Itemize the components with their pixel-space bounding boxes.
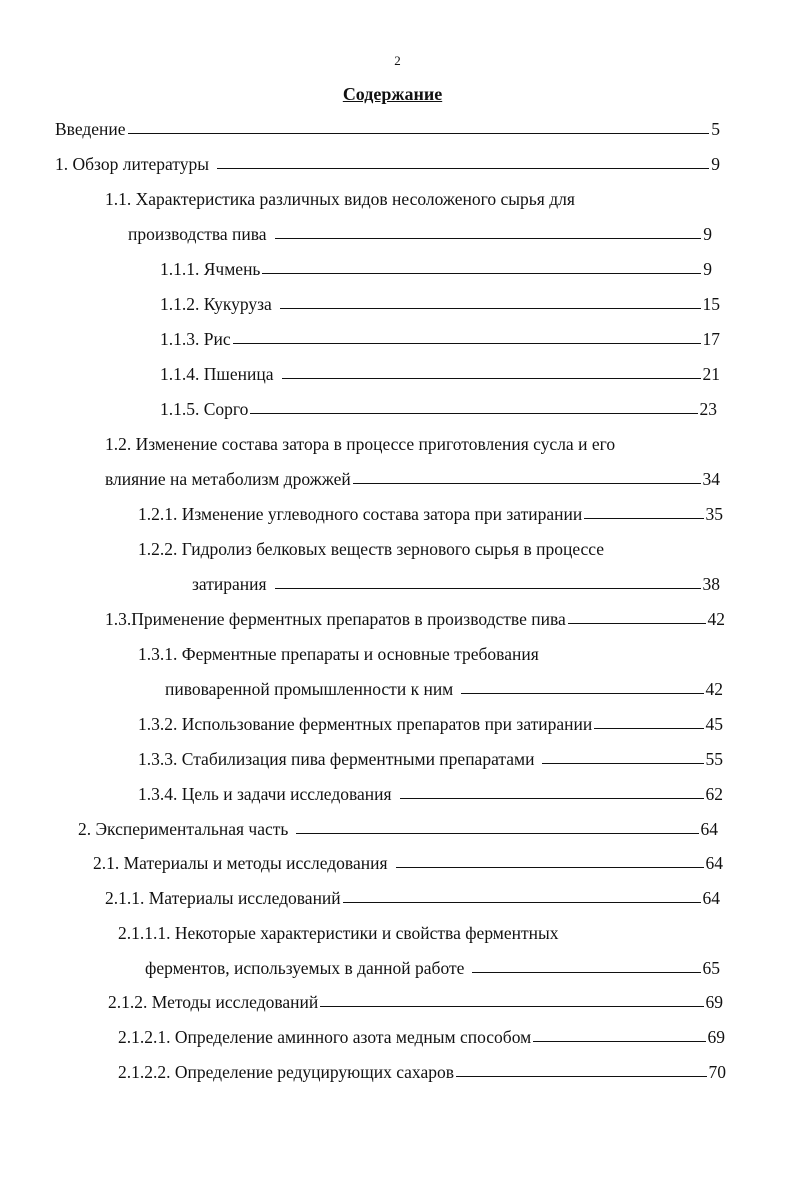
toc-entry-label: затирания <box>192 574 267 594</box>
toc-entry-label: Введение <box>55 119 126 139</box>
toc-entry-page: 64 <box>702 888 720 908</box>
toc-leader-line <box>594 712 703 729</box>
toc-entry-page: 69 <box>705 992 723 1012</box>
toc-entry-label: 1.2.2. Гидролиз белковых веществ зернового сырья в процессе <box>138 539 605 559</box>
toc-entry-1-3 <box>105 607 725 631</box>
toc-entry-label: 2.1.2.2. Определение редуцирующих сахаров <box>118 1062 454 1082</box>
toc-entry-label: 2.1.1.1. Некоторые характеристики и свойства ферментных <box>118 923 559 943</box>
toc-entry-1-2 <box>105 432 615 456</box>
toc-entry-label: пивоваренной промышленности к ним <box>165 679 454 699</box>
toc-entry-page: 70 <box>708 1062 726 1082</box>
toc-entry-page: 65 <box>702 958 720 978</box>
toc-entry-2-1-1-1 <box>118 921 559 945</box>
toc-entry-2-1-1-1-cont <box>145 956 720 980</box>
toc-entry-2 <box>78 817 718 841</box>
toc-entry-label: влияние на метаболизм дрожжей <box>105 469 351 489</box>
toc-entry-page: 17 <box>702 329 720 349</box>
toc-entry-page: 64 <box>705 853 723 873</box>
toc-entry-page: 38 <box>702 574 720 594</box>
toc-entry-2-1-1 <box>105 886 720 910</box>
toc-leader-line <box>456 1060 707 1077</box>
toc-leader-line <box>568 607 706 624</box>
toc-leader-line <box>217 152 709 169</box>
toc-entry-1-2-2 <box>138 537 604 561</box>
toc-entry-page: 55 <box>705 749 723 769</box>
toc-entry-1-3-4 <box>138 782 723 806</box>
toc-leader-line <box>461 677 703 694</box>
toc-entry-label: 1.3.3. Стабилизация пива ферментными препаратами <box>138 749 535 769</box>
toc-entry-label: 1.3.1. Ферментные препараты и основные требования <box>138 644 539 664</box>
toc-entry-1-1 <box>105 187 575 211</box>
toc-leader-line <box>584 502 703 519</box>
toc-entry-page: 23 <box>699 399 717 419</box>
toc-entry-page: 42 <box>707 609 725 629</box>
toc-entry-label: 1.1.3. Рис <box>160 329 231 349</box>
toc-leader-line <box>262 257 701 274</box>
toc-entry-2-1-2 <box>108 990 723 1014</box>
toc-entry-label: 1.1. Характеристика различных видов несоложеного сырья для <box>105 189 575 209</box>
toc-entry-page: 9 <box>703 259 712 279</box>
toc-leader-line <box>128 117 710 134</box>
toc-entry-page: 15 <box>702 294 720 314</box>
toc-entry-page: 35 <box>705 504 723 524</box>
toc-entry-label: 1.1.2. Кукуруза <box>160 294 272 314</box>
toc-entry-1-1-5 <box>160 397 717 421</box>
toc-entry-label: 1.2. Изменение состава затора в процессе приготовления сусла и его <box>105 434 616 454</box>
toc-leader-line <box>250 397 697 414</box>
toc-leader-line <box>282 362 701 379</box>
toc-entry-1-2-cont <box>105 467 720 491</box>
toc-entry-page: 5 <box>711 119 720 139</box>
toc-entry-label: 1.1.5. Сорго <box>160 399 249 419</box>
toc-entry-label: 2.1.2. Методы исследований <box>108 992 319 1012</box>
toc-leader-line <box>472 956 700 973</box>
toc-entry-label: 1.3.4. Цель и задачи исследования <box>138 784 392 804</box>
toc-entry-label: 1.3.Применение ферментных препаратов в производстве пива <box>105 609 566 629</box>
toc-entry-2-1-2-2 <box>118 1060 726 1084</box>
toc-entry-label: 2.1. Материалы и методы исследования <box>93 853 388 873</box>
toc-entry-page: 62 <box>705 784 723 804</box>
toc-entry-1-3-2 <box>138 712 723 736</box>
toc-entry-1-1-4 <box>160 362 720 386</box>
page-number: 2 <box>394 53 401 68</box>
toc-leader-line <box>400 782 704 799</box>
toc-entry-2-1 <box>93 851 723 875</box>
toc-entry-1-3-1 <box>138 642 539 666</box>
toc-entry-1-1-cont <box>128 222 712 246</box>
toc-entry-label: 1.3.2. Использование ферментных препаратов при затирании <box>138 714 593 734</box>
toc-entry-1-1-1 <box>160 257 712 281</box>
toc-entry-page: 34 <box>702 469 720 489</box>
toc-entry-1-1-3 <box>160 327 720 351</box>
toc-entry-1-3-1-cont <box>165 677 723 701</box>
toc-leader-line <box>296 817 698 834</box>
toc-entry-1-3-3 <box>138 747 723 771</box>
toc-entry-1-2-2-cont <box>192 572 720 596</box>
toc-leader-line <box>280 292 701 309</box>
toc-entry-label: производства пива <box>128 224 267 244</box>
toc-entry-page: 45 <box>705 714 723 734</box>
toc-entry-page: 9 <box>703 224 712 244</box>
toc-entry-page: 21 <box>702 364 720 384</box>
toc-entry-label: 2. Экспериментальная часть <box>78 819 289 839</box>
toc-entry-2-1-2-1 <box>118 1025 725 1049</box>
toc-entry-label: 2.1.1. Материалы исследований <box>105 888 341 908</box>
toc-entry-label: ферментов, используемых в данной работе <box>145 958 465 978</box>
toc-entry-label: 1.1.1. Ячмень <box>160 259 261 279</box>
toc-entry-1 <box>55 152 720 176</box>
toc-leader-line <box>533 1025 705 1042</box>
toc-entry-page: 64 <box>700 819 718 839</box>
toc-entry-label: 1.2.1. Изменение углеводного состава затора при затирании <box>138 504 583 524</box>
toc-entry-page: 69 <box>707 1027 725 1047</box>
toc-entry-page: 42 <box>705 679 723 699</box>
toc-entry-1-2-1 <box>138 502 723 526</box>
toc-entry-label: 1.1.4. Пшеница <box>160 364 274 384</box>
toc-leader-line <box>275 222 702 239</box>
toc-leader-line <box>396 851 704 868</box>
toc-entry-label: 2.1.2.1. Определение аминного азота медным способом <box>118 1027 532 1047</box>
toc-leader-line <box>343 886 701 903</box>
toc-leader-line <box>275 572 701 589</box>
toc-entry-introduction <box>55 117 720 141</box>
toc-leader-line <box>233 327 701 344</box>
page-title: Содержание <box>342 84 443 104</box>
toc-leader-line <box>320 990 703 1007</box>
toc-entry-1-1-2 <box>160 292 720 316</box>
toc-entry-page: 9 <box>711 154 720 174</box>
toc-leader-line <box>542 747 703 764</box>
toc-leader-line <box>353 467 701 484</box>
toc-entry-label: 1. Обзор литературы <box>55 154 209 174</box>
